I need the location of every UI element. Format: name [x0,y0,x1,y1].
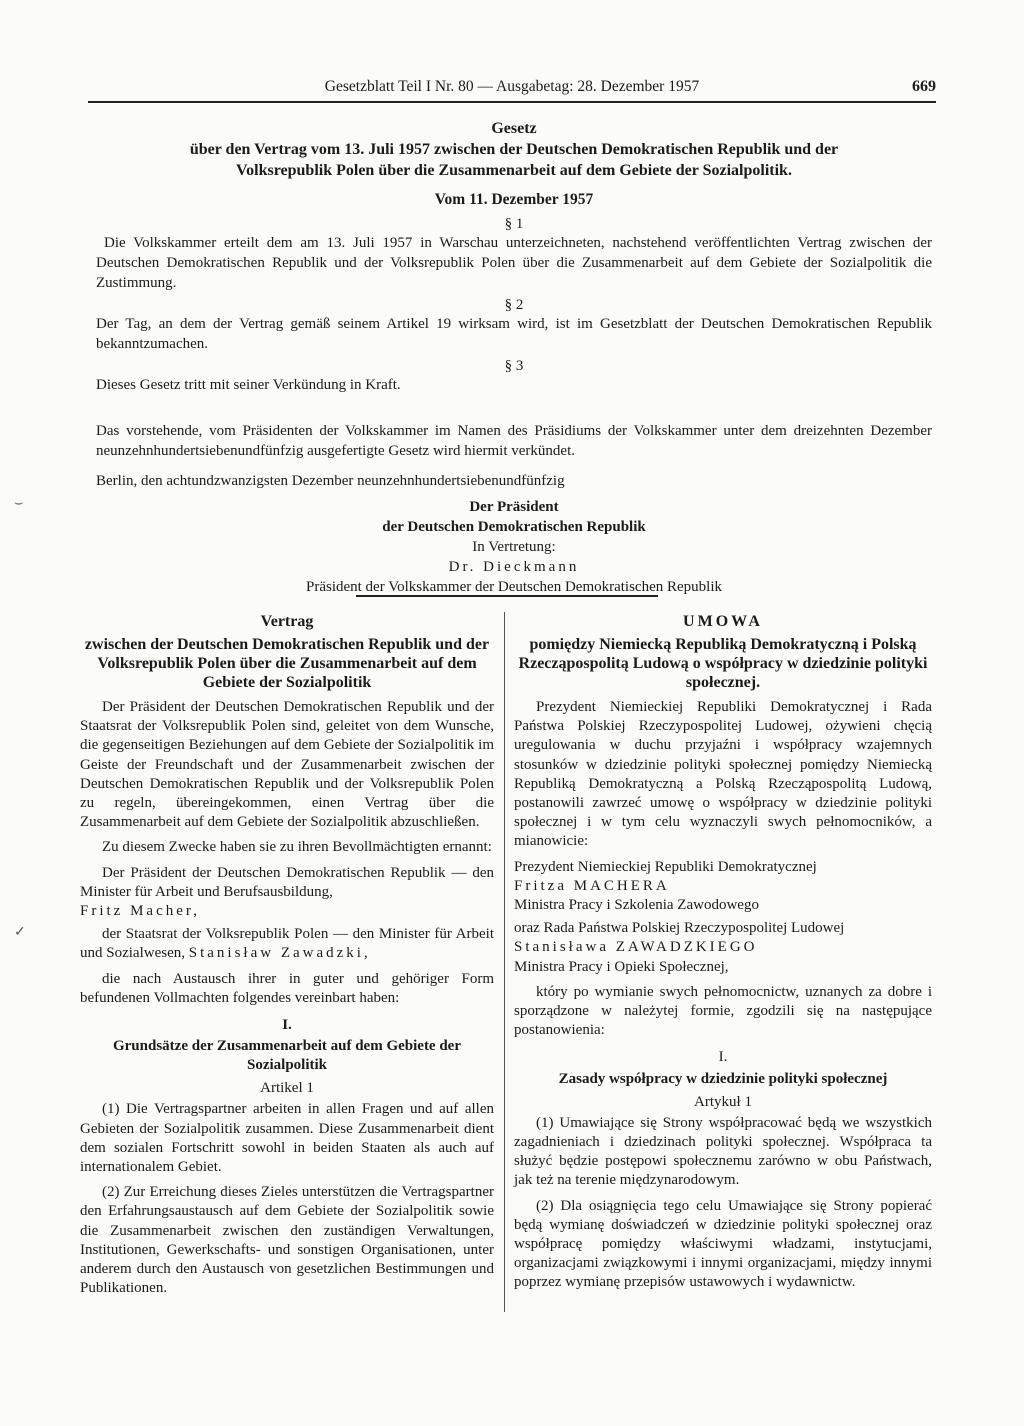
header-title: Gesetzblatt Teil I Nr. 80 — Ausgabetag: 28. Dezember 1957 [324,78,700,95]
section-2-text: Der Tag, an dem der Vertrag gemäß seinem Artikel 19 wirksam wird, ist im Gesetzblatt der Deutschen Demokratischen Republik bekanntzumachen. [96,316,932,352]
section-separator [356,595,658,597]
column-divider [504,612,505,1312]
header-rule [88,101,936,103]
page-number: 669 [912,78,936,95]
law-subtitle-line-1: über den Vertrag vom 13. Juli 1957 zwischen der Deutschen Demokratischen Republik und der [189,141,839,158]
german-part-title: Grundsätze der Zusammenarbeit auf dem Gebiete der Sozialpolitik [112,1038,462,1074]
german-agreement-clause: die nach Austausch ihrer in guter und gehöriger Form befundenen Vollmachten folgendes vereinbart haben: [80,970,494,1006]
german-plenipotentiary-1-name: Fritz Macher, [80,903,201,920]
law-title: Gesetz [491,120,537,137]
section-1-heading: § 1 [504,216,524,232]
german-article-heading: Artikel 1 [260,1080,314,1097]
german-plenipotentiary-1 [80,864,494,922]
polish-plenipotentiary-1 [514,858,932,916]
german-article-1-para-2: (2) Zur Erreichung dieses Zieles unterstützen die Vertragspartner den Erfahrungsaustausch auf dem Gebiete der Sozialpolitik sowie die Zusammenarbeit zwischen den zuständigen Verwaltungen, Institutionen, Gewerkschafts- und sonstigen Organisationen, unter anderem durch den Austausch von gesetzlichen Bestimmungen und Publikationen. [80,1184,494,1297]
german-treaty-subtitle: zwischen der Deutschen Demokratischen Republik und der Volksrepublik Polen über die Zusammenarbeit auf dem Gebiete der Sozialpolitik [84,636,490,691]
place-and-date: Berlin, den achtundzwanzigsten Dezember neunzehnhundertsiebenundfünfzig [96,473,565,489]
polish-column [514,612,932,1299]
signature-name: Dr. Dieckmann [448,559,580,575]
polish-plenipotentiary-2 [514,919,932,977]
section-3-heading: § 3 [504,358,524,374]
page-header [88,78,936,96]
polish-part-title: Zasady współpracy w dziedzinie polityki społecznej [558,1070,888,1087]
polish-preamble: Prezydent Niemieckiej Republiki Demokratycznej i Rada Państwa Polskiej Rzeczypospolitej Ludowej, ożywieni chęcią uregulowania w duchu przyjaźni i współpracy wzajemnych stosunków w dziedzinie polityki społecznej pomiędzy Niemiecką Republiką Demokratyczną a Polską Rzecząpospolitą Ludową, postanowili zawrzeć umowę o współpracy w dziedzinie polityki społecznej i w tym celu wyznaczyli swych pełnomocników, a mianowicie: [514,699,932,850]
signature-title: Der Präsident [469,499,559,515]
german-treaty-title: Vertrag [260,613,314,630]
german-article-1-para-1: (1) Die Vertragspartner arbeiten in allen Fragen und auf allen Gebieten der Sozialpolitik zusammen. Diese Zusammenarbeit dient dem sozialen Fortschritt sowohl in beiden Staaten als auch auf internationalem Gebiet. [80,1101,494,1176]
section-2-heading: § 2 [504,297,524,313]
signature-deputy: In Vertretung: [472,539,556,555]
german-part-number: I. [282,1017,292,1034]
margin-mark: ⌣ [14,496,24,511]
law-subtitle-line-2: Volksrepublik Polen über die Zusammenarbeit auf dem Gebiete der Sozialpolitik. [236,162,792,179]
section-3-text: Dieses Gesetz tritt mit seiner Verkündung in Kraft. [96,377,401,393]
polish-treaty-subtitle: pomiędzy Niemiecką Republiką Demokratyczną i Polską Rzecząpospolitą Ludową o współpracy w dziedzinie polityki społecznej. [518,636,928,691]
polish-treaty-title: UMOWA [683,613,763,630]
polish-plenipotentiary-2-text: oraz Rada Państwa Polskiej Rzeczypospolitej Ludowej [514,920,845,937]
signature-role: Präsident der Volkskammer der Deutschen Demokratischen Republik [305,579,722,595]
polish-plenipotentiary-2-name: Stanisława ZAWADZKIEGO [514,939,758,956]
polish-article-heading: Artykuł 1 [694,1093,752,1110]
polish-plenipotentiary-1-text: Prezydent Niemieckiej Republiki Demokratycznej [514,858,817,875]
german-plenipotentiary-2-text: der Staatsrat der Volksrepublik Polen — den Minister für Arbeit und Sozialwesen, [80,926,494,962]
german-plenipotentiary-2-name: Stanisław Zawadzki, [188,945,371,962]
german-column [80,612,494,1304]
polish-plenipotentiary-2-role: Ministra Pracy i Opieki Społecznej, [514,958,729,975]
margin-mark: ✓ [14,925,26,940]
german-appointment: Zu diesem Zwecke haben sie zu ihren Bevollmächtigten ernannt: [102,839,492,856]
german-plenipotentiary-2 [80,925,494,963]
german-plenipotentiary-1-text: Der Präsident der Deutschen Demokratischen Republik — den Minister für Arbeit und Berufsausbildung, [80,864,494,900]
promulgation-text: Das vorstehende, vom Präsidenten der Volkskammer im Namen des Präsidiums der Volkskammer unter dem dreizehnten Dezember neunzehnhundertsiebenundfünfzig ausgefertigte Gesetz wird hiermit verkündet. [96,423,932,459]
polish-article-1-para-1: (1) Umawiające się Strony współpracować będą we wszystkich zagadnieniach i dziedzinach polityki społecznej. Współpraca ta służyć będzie postępowi społecznemu zarówno w obu Państwach, jak też na terenie międzynarodowym. [514,1114,932,1189]
polish-plenipotentiary-1-role: Ministra Pracy i Szkolenia Zawodowego [514,897,759,914]
signature-office: der Deutschen Demokratischen Republik [382,519,646,535]
german-preamble: Der Präsident der Deutschen Demokratischen Republik und der Staatsrat der Volksrepublik Polen sind, geleitet von dem Wunsche, die gegenseitigen Beziehungen auf dem Gebiete der Sozialpolitik im Geiste der Freundschaft und der Zusammenarbeit zwischen der Deutschen Demokratischen Republik und der Volksrepublik Polen zu regeln, übereingekommen, einen Vertrag über die Zusammenarbeit auf dem Gebiete der Sozialpolitik abzuschließen. [80,699,494,831]
polish-part-number: I. [718,1049,728,1066]
law-section [96,118,932,597]
polish-article-1-para-2: (2) Dla osiągnięcia tego celu Umawiające się Strony popierać będą wymianę doświadczeń w dziedzinie polityki społecznej oraz współpracę pomiędzy właściwymi władzami, instytucjami, organizacjami związkowymi i innymi organizacjami, między innymi poprzez wymianę przepisów ustawowych i wydawnictw. [514,1197,932,1291]
law-date: Vom 11. Dezember 1957 [434,191,594,208]
polish-plenipotentiary-1-name: Fritza MACHERA [514,877,670,894]
section-1-text: Die Volkskammer erteilt dem am 13. Juli 1957 in Warschau unterzeichneten, nachstehend veröffentlichten Vertrag zwischen der Deutschen Demokratischen Republik und der Volksrepublik Polen über die Zusammenarbeit auf dem Gebiete der Sozialpolitik die Zustimmung. [96,235,932,291]
polish-agreement-clause: który po wymianie swych pełnomocnictw, uznanych za dobre i sporządzone w należytej formie, zgodzili się na następujące postanowienia: [514,983,932,1039]
